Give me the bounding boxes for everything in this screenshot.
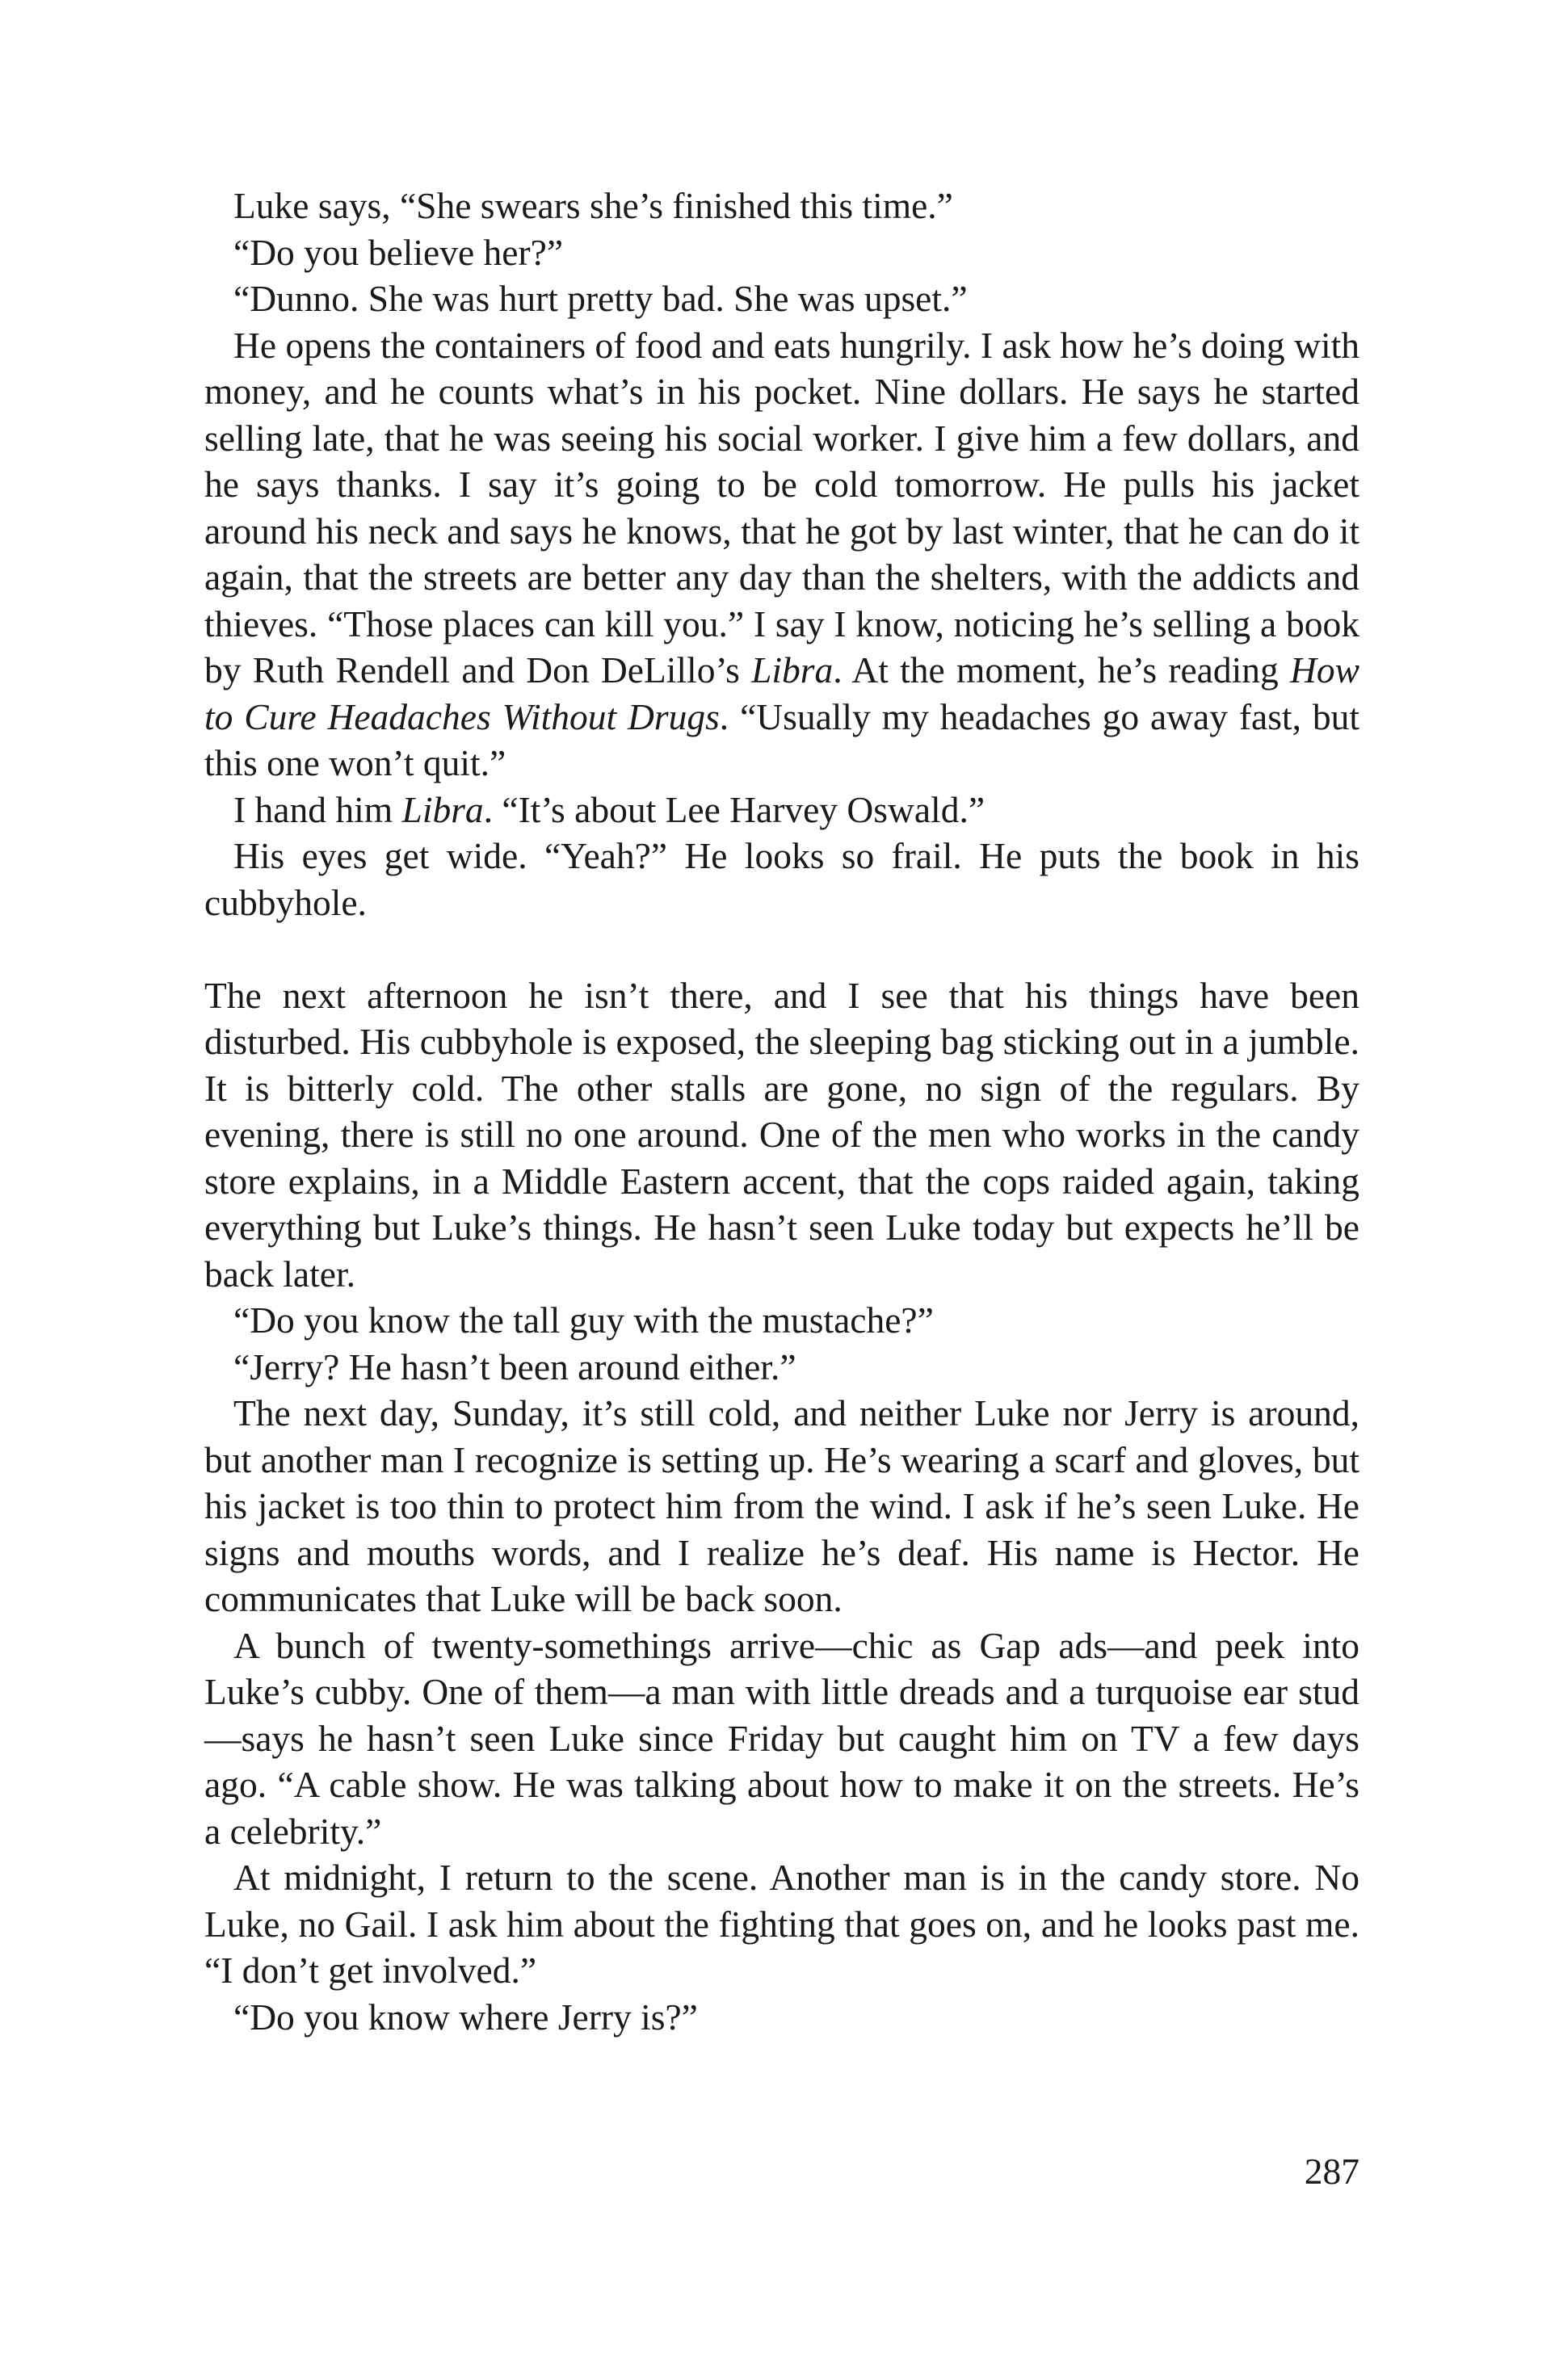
paragraph: His eyes get wide. “Yeah?” He looks so frail. He puts the book in his cubbyhole. (204, 835, 1359, 923)
text-run: I hand him (233, 788, 402, 830)
paragraph: “Do you know where Jerry is?” (233, 1996, 698, 2038)
body-text (204, 183, 1359, 2040)
italic-title-libra: Libra (401, 788, 484, 830)
italic-book-title: How to Cure Headaches Without Drugs (204, 649, 1360, 737)
paragraph: “Dunno. She was hurt pretty bad. She was upset.” (233, 278, 968, 319)
paragraph: A bunch of twenty-somethings arrive—chic as Gap ads—and peek into Luke’s cubby. One of them—a man with little dreads and a turquoise ear stud—says he hasn’t seen Luke since Friday but caught him on TV a few days ago. “A cable show. He was talking about how to make it on the streets. He’s a celebrity.” (204, 1624, 1359, 1852)
page-number: 287 (1304, 2151, 1359, 2192)
section-break (204, 926, 1359, 972)
paragraph: At midnight, I return to the scene. Another man is in the candy store. No Luke, no Gail. I ask him about the fighting that goes on, and he looks past me. “I don’t get involved.” (204, 1857, 1359, 1991)
paragraph: The next afternoon he isn’t there, and I see that his things have been disturbed. His cubbyhole is exposed, the sleeping bag sticking out in a jumble. It is bitterly cold. The other stalls are gone, no sign of the regulars. By evening, there is still no one around. One of the men who works in the candy store explains, in a Middle Eastern accent, that the cops raided again, taking everything but Luke’s things. He hasn’t seen Luke today but expects he’ll be back later. (204, 974, 1359, 1295)
paragraph: “Do you know the tall guy with the mustache?” (233, 1299, 934, 1341)
paragraph (204, 787, 1359, 833)
text-run: . At the moment, he’s reading (833, 649, 1291, 690)
paragraph: The next day, Sunday, it’s still cold, and neither Luke nor Jerry is around, but another man I recognize is setting up. He’s wearing a scarf and gloves, but his jacket is too thin to protect him from the wind. I ask if he’s seen Luke. He signs and mouths words, and I realize he’s deaf. His name is Hector. He communicates that Luke will be back soon. (204, 1392, 1359, 1619)
paragraph: “Jerry? He hasn’t been around either.” (233, 1345, 796, 1387)
text-run: . “It’s about Lee Harvey Oswald.” (483, 788, 985, 830)
italic-title-libra: Libra (751, 649, 834, 690)
paragraph: Luke says, “She swears she’s finished this time.” (233, 185, 953, 226)
paragraph: “Do you believe her?” (233, 231, 564, 273)
text-run: He opens the containers of food and eats hungrily. I ask how he’s doing with money, and he counts what’s in his pocket. Nine dollars. He says he started selling late, that he was seeing his social worker. I give him a few dollars, and he says thanks. I say it’s going to be cold tomorrow. He pulls his jacket around his neck and says he knows, that he got by last winter, that he can do it again, that the streets are better any day than the shelters, with the addicts and thieves. “Those places can kill you.” I say I know, noticing he’s selling a book by Ruth Rendell and Don DeLillo’s (204, 324, 1359, 690)
paragraph (204, 322, 1359, 787)
text-run: . “Usually my headaches go away fast, but this one won’t quit.” (204, 695, 1359, 783)
